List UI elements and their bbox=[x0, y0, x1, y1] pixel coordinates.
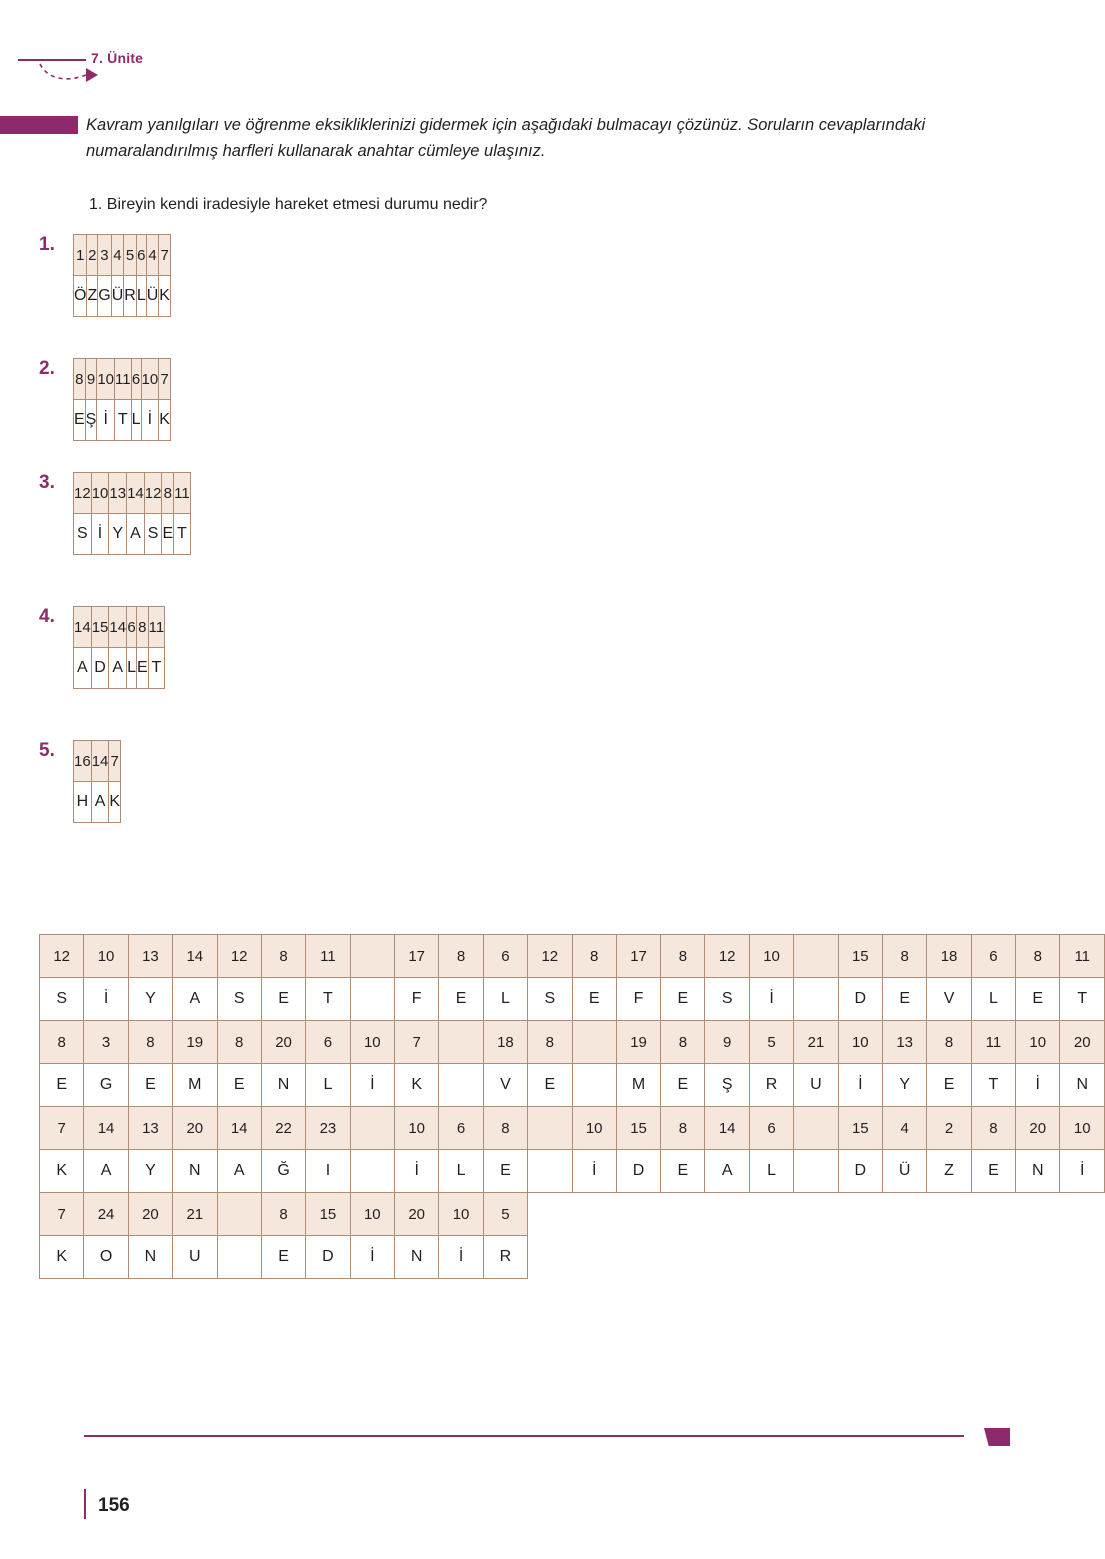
key-letter-cell: E bbox=[1016, 978, 1060, 1021]
key-letter-cell: İ bbox=[350, 1236, 394, 1279]
key-number-row bbox=[40, 1193, 1105, 1236]
key-letter-cell: Ü bbox=[882, 1150, 926, 1193]
number-cell: 12 bbox=[144, 473, 162, 514]
number-cell: 15 bbox=[91, 607, 109, 648]
key-number-cell: 12 bbox=[217, 935, 261, 978]
key-letter-cell: İ bbox=[749, 978, 793, 1021]
key-gap-cell bbox=[439, 1021, 483, 1064]
swoosh-decoration bbox=[38, 62, 108, 86]
letter-cell: A bbox=[91, 782, 109, 823]
key-letter-cell: N bbox=[128, 1236, 172, 1279]
number-cell: 13 bbox=[109, 473, 127, 514]
key-letter-cell: İ bbox=[350, 1064, 394, 1107]
key-number-cell: 20 bbox=[1016, 1107, 1060, 1150]
key-number-cell: 10 bbox=[1016, 1021, 1060, 1064]
key-letter-cell: K bbox=[40, 1236, 84, 1279]
number-cell: 11 bbox=[174, 473, 191, 514]
key-letter-cell: E bbox=[439, 978, 483, 1021]
key-number-cell: 8 bbox=[261, 1193, 305, 1236]
key-letter-cell: İ bbox=[838, 1064, 882, 1107]
key-letter-cell: R bbox=[483, 1236, 527, 1279]
answer-grid bbox=[73, 606, 165, 689]
key-gap-cell bbox=[794, 935, 838, 978]
key-number-cell: 14 bbox=[217, 1107, 261, 1150]
key-number-cell: 13 bbox=[128, 935, 172, 978]
key-letter-row bbox=[40, 1064, 1105, 1107]
letter-cell: S bbox=[74, 514, 92, 555]
letter-cell: İ bbox=[91, 514, 109, 555]
key-number-cell: 8 bbox=[661, 1107, 705, 1150]
key-number-cell: 8 bbox=[439, 935, 483, 978]
key-letter-cell: K bbox=[395, 1064, 439, 1107]
letter-cell: K bbox=[159, 276, 171, 317]
key-letter-row bbox=[40, 1236, 1105, 1279]
key-number-cell: 20 bbox=[173, 1107, 217, 1150]
key-gap-cell bbox=[528, 1107, 572, 1150]
key-number-cell: 8 bbox=[261, 935, 305, 978]
key-number-cell: 8 bbox=[927, 1021, 971, 1064]
key-letter-cell: İ bbox=[1060, 1150, 1105, 1193]
key-number-cell: 6 bbox=[306, 1021, 350, 1064]
key-letter-cell: E bbox=[927, 1064, 971, 1107]
key-number-cell: 10 bbox=[350, 1193, 394, 1236]
key-letter-cell: E bbox=[40, 1064, 84, 1107]
number-cell: 4 bbox=[111, 235, 124, 276]
footer-rule bbox=[84, 1435, 964, 1437]
number-cell: 10 bbox=[97, 359, 115, 400]
key-letter-cell: M bbox=[616, 1064, 660, 1107]
key-number-cell: 18 bbox=[927, 935, 971, 978]
number-cell: 16 bbox=[74, 741, 92, 782]
letter-cell: R bbox=[124, 276, 137, 317]
key-number-cell: 4 bbox=[882, 1107, 926, 1150]
key-gap-cell bbox=[350, 935, 394, 978]
key-number-cell: 10 bbox=[838, 1021, 882, 1064]
key-letter-cell: E bbox=[528, 1064, 572, 1107]
key-number-cell: 18 bbox=[483, 1021, 527, 1064]
number-cell: 9 bbox=[85, 359, 97, 400]
number-cell: 6 bbox=[136, 235, 146, 276]
letter-cell: L bbox=[136, 276, 146, 317]
answer-number: 2. bbox=[39, 358, 55, 379]
key-number-cell: 8 bbox=[128, 1021, 172, 1064]
answer-letter-row bbox=[74, 400, 171, 441]
key-number-cell: 8 bbox=[661, 935, 705, 978]
key-letter-cell: K bbox=[40, 1150, 84, 1193]
key-number-cell: 15 bbox=[306, 1193, 350, 1236]
key-number-cell: 10 bbox=[395, 1107, 439, 1150]
key-number-cell: 12 bbox=[528, 935, 572, 978]
key-sentence-grid bbox=[39, 934, 1105, 1279]
letter-cell: E bbox=[136, 648, 148, 689]
key-number-cell: 15 bbox=[616, 1107, 660, 1150]
answer-letter-row bbox=[74, 648, 165, 689]
key-number-cell: 7 bbox=[40, 1107, 84, 1150]
number-cell: 1 bbox=[74, 235, 87, 276]
answer-letter-row bbox=[74, 782, 121, 823]
key-letter-cell: T bbox=[306, 978, 350, 1021]
key-letter-cell: G bbox=[84, 1064, 128, 1107]
number-cell: 6 bbox=[127, 607, 137, 648]
key-number-cell: 6 bbox=[439, 1107, 483, 1150]
key-letter-cell: E bbox=[661, 1064, 705, 1107]
letter-cell: İ bbox=[141, 400, 159, 441]
key-letter-cell: İ bbox=[84, 978, 128, 1021]
answer-grid bbox=[73, 358, 171, 441]
letter-cell: L bbox=[131, 400, 141, 441]
key-letter-cell: A bbox=[217, 1150, 261, 1193]
letter-cell: D bbox=[91, 648, 109, 689]
key-letter-cell: F bbox=[616, 978, 660, 1021]
letter-cell: S bbox=[144, 514, 162, 555]
answer-number-row bbox=[74, 359, 171, 400]
key-gap-cell bbox=[572, 1064, 616, 1107]
key-letter-cell: D bbox=[616, 1150, 660, 1193]
key-letter-cell: E bbox=[217, 1064, 261, 1107]
key-number-cell: 12 bbox=[40, 935, 84, 978]
answer-grid bbox=[73, 740, 121, 823]
key-number-cell: 19 bbox=[173, 1021, 217, 1064]
answer-letter-row bbox=[74, 276, 171, 317]
key-letter-cell: L bbox=[749, 1150, 793, 1193]
answer-number: 4. bbox=[39, 606, 55, 627]
unit-label: 7. Ünite bbox=[91, 50, 144, 66]
answer-number-row bbox=[74, 741, 121, 782]
key-number-cell: 2 bbox=[927, 1107, 971, 1150]
key-letter-cell: D bbox=[838, 978, 882, 1021]
key-gap-cell bbox=[794, 978, 838, 1021]
question-text: 1. Bireyin kendi iradesiyle hareket etmesi durumu nedir? bbox=[89, 196, 488, 213]
key-letter-cell: İ bbox=[395, 1150, 439, 1193]
key-gap-cell bbox=[439, 1064, 483, 1107]
page-number-bar bbox=[84, 1489, 86, 1519]
unit-header bbox=[18, 46, 318, 86]
key-letter-cell: I bbox=[306, 1150, 350, 1193]
answer-number-row bbox=[74, 607, 165, 648]
key-letter-cell: N bbox=[1060, 1064, 1105, 1107]
letter-cell: K bbox=[109, 782, 121, 823]
intro-text: Kavram yanılgıları ve öğrenme eksikliklerinizi gidermek için aşağıdaki bulmacayı çözünüz. Soruların cevaplarındaki numaralandırılmış harfleri kullanarak anahtar cümleye ulaşınız. bbox=[86, 116, 926, 160]
number-cell: 11 bbox=[148, 607, 165, 648]
key-number-cell: 14 bbox=[173, 935, 217, 978]
letter-cell: Ü bbox=[111, 276, 124, 317]
key-number-cell: 9 bbox=[705, 1021, 749, 1064]
key-gap-cell bbox=[794, 1150, 838, 1193]
number-cell: 7 bbox=[109, 741, 121, 782]
key-number-cell: 8 bbox=[217, 1021, 261, 1064]
key-number-cell: 6 bbox=[749, 1107, 793, 1150]
key-letter-cell: U bbox=[173, 1236, 217, 1279]
key-number-cell: 8 bbox=[661, 1021, 705, 1064]
key-number-cell: 7 bbox=[395, 1021, 439, 1064]
answer-number: 1. bbox=[39, 234, 55, 255]
answer-number-row bbox=[74, 473, 191, 514]
key-number-cell: 6 bbox=[483, 935, 527, 978]
letter-cell: Z bbox=[87, 276, 98, 317]
key-letter-cell: E bbox=[128, 1064, 172, 1107]
number-cell: 8 bbox=[74, 359, 86, 400]
key-number-cell: 12 bbox=[705, 935, 749, 978]
key-letter-cell: U bbox=[794, 1064, 838, 1107]
key-letter-cell: V bbox=[927, 978, 971, 1021]
number-cell: 14 bbox=[91, 741, 109, 782]
key-letter-cell: D bbox=[838, 1150, 882, 1193]
key-letter-cell: Y bbox=[882, 1064, 926, 1107]
number-cell: 10 bbox=[91, 473, 109, 514]
key-letter-row bbox=[40, 1150, 1105, 1193]
key-number-cell: 14 bbox=[84, 1107, 128, 1150]
key-number-cell: 20 bbox=[128, 1193, 172, 1236]
letter-cell: G bbox=[98, 276, 111, 317]
key-letter-cell: A bbox=[173, 978, 217, 1021]
key-number-cell: 10 bbox=[84, 935, 128, 978]
answer-letter-row bbox=[74, 514, 191, 555]
key-letter-cell: L bbox=[483, 978, 527, 1021]
key-letter-cell: Ş bbox=[705, 1064, 749, 1107]
key-letter-cell: İ bbox=[1016, 1064, 1060, 1107]
number-cell: 7 bbox=[159, 235, 171, 276]
page-number: 156 bbox=[98, 1495, 130, 1516]
letter-cell: E bbox=[162, 514, 174, 555]
unit-rule bbox=[18, 59, 86, 61]
key-letter-cell: N bbox=[261, 1064, 305, 1107]
key-number-cell: 20 bbox=[395, 1193, 439, 1236]
footer-accent-mark bbox=[984, 1428, 1010, 1446]
key-letter-cell: A bbox=[84, 1150, 128, 1193]
key-number-cell: 8 bbox=[882, 935, 926, 978]
key-number-row bbox=[40, 1107, 1105, 1150]
key-number-cell: 10 bbox=[572, 1107, 616, 1150]
key-letter-cell: E bbox=[261, 978, 305, 1021]
intro-accent-bar bbox=[0, 116, 78, 134]
number-cell: 14 bbox=[127, 473, 145, 514]
key-number-cell: 13 bbox=[882, 1021, 926, 1064]
letter-cell: K bbox=[159, 400, 171, 441]
key-number-cell: 8 bbox=[528, 1021, 572, 1064]
key-number-cell: 21 bbox=[173, 1193, 217, 1236]
key-number-cell: 22 bbox=[261, 1107, 305, 1150]
key-letter-cell: E bbox=[261, 1236, 305, 1279]
key-number-cell: 23 bbox=[306, 1107, 350, 1150]
key-number-cell: 21 bbox=[794, 1021, 838, 1064]
key-number-cell: 6 bbox=[971, 935, 1015, 978]
key-letter-cell: N bbox=[395, 1236, 439, 1279]
number-cell: 8 bbox=[162, 473, 174, 514]
key-number-cell: 5 bbox=[749, 1021, 793, 1064]
key-letter-cell: E bbox=[572, 978, 616, 1021]
key-number-cell: 10 bbox=[1060, 1107, 1105, 1150]
key-number-cell: 8 bbox=[1016, 935, 1060, 978]
key-letter-cell: F bbox=[395, 978, 439, 1021]
key-letter-cell: L bbox=[439, 1150, 483, 1193]
answer-number: 5. bbox=[39, 740, 55, 761]
key-number-cell: 11 bbox=[971, 1021, 1015, 1064]
key-number-row bbox=[40, 935, 1105, 978]
letter-cell: H bbox=[74, 782, 92, 823]
letter-cell: Y bbox=[109, 514, 127, 555]
key-letter-cell: S bbox=[528, 978, 572, 1021]
key-number-cell: 14 bbox=[705, 1107, 749, 1150]
number-cell: 7 bbox=[159, 359, 171, 400]
key-letter-cell: E bbox=[971, 1150, 1015, 1193]
key-gap-cell bbox=[528, 1150, 572, 1193]
letter-cell: T bbox=[115, 400, 132, 441]
key-letter-cell: A bbox=[705, 1150, 749, 1193]
key-number-cell: 15 bbox=[838, 1107, 882, 1150]
key-letter-cell: E bbox=[661, 1150, 705, 1193]
key-letter-cell: E bbox=[661, 978, 705, 1021]
key-number-cell: 20 bbox=[261, 1021, 305, 1064]
key-gap-cell bbox=[572, 1021, 616, 1064]
key-letter-cell: S bbox=[705, 978, 749, 1021]
answer-number-row bbox=[74, 235, 171, 276]
letter-cell: E bbox=[74, 400, 86, 441]
key-letter-cell: O bbox=[84, 1236, 128, 1279]
key-number-cell: 11 bbox=[306, 935, 350, 978]
key-number-cell: 10 bbox=[749, 935, 793, 978]
key-letter-cell: E bbox=[882, 978, 926, 1021]
key-number-cell: 19 bbox=[616, 1021, 660, 1064]
key-number-cell: 20 bbox=[1060, 1021, 1105, 1064]
key-number-cell: 17 bbox=[395, 935, 439, 978]
key-number-cell: 7 bbox=[40, 1193, 84, 1236]
key-gap-cell bbox=[350, 1107, 394, 1150]
key-letter-cell: N bbox=[173, 1150, 217, 1193]
answer-number: 3. bbox=[39, 472, 55, 493]
number-cell: 14 bbox=[109, 607, 127, 648]
key-letter-cell: S bbox=[40, 978, 84, 1021]
key-gap-cell bbox=[794, 1107, 838, 1150]
key-letter-cell: D bbox=[306, 1236, 350, 1279]
number-cell: 10 bbox=[141, 359, 159, 400]
letter-cell: T bbox=[174, 514, 191, 555]
number-cell: 12 bbox=[74, 473, 92, 514]
key-number-cell: 8 bbox=[483, 1107, 527, 1150]
key-number-cell: 10 bbox=[350, 1021, 394, 1064]
key-letter-cell: Y bbox=[128, 978, 172, 1021]
key-letter-cell: S bbox=[217, 978, 261, 1021]
key-letter-cell: V bbox=[483, 1064, 527, 1107]
letter-cell: L bbox=[127, 648, 137, 689]
key-letter-row bbox=[40, 978, 1105, 1021]
letter-cell: T bbox=[148, 648, 165, 689]
key-letter-cell: L bbox=[971, 978, 1015, 1021]
key-letter-cell: T bbox=[971, 1064, 1015, 1107]
key-letter-cell: T bbox=[1060, 978, 1105, 1021]
key-gap-cell bbox=[217, 1236, 261, 1279]
answer-grid bbox=[73, 472, 191, 555]
number-cell: 2 bbox=[87, 235, 98, 276]
key-letter-cell: Ğ bbox=[261, 1150, 305, 1193]
letter-cell: Ş bbox=[85, 400, 97, 441]
key-number-cell: 13 bbox=[128, 1107, 172, 1150]
letter-cell: İ bbox=[97, 400, 115, 441]
letter-cell: Ü bbox=[146, 276, 159, 317]
key-letter-cell: L bbox=[306, 1064, 350, 1107]
key-number-cell: 8 bbox=[40, 1021, 84, 1064]
key-gap-cell bbox=[350, 1150, 394, 1193]
key-letter-cell: N bbox=[1016, 1150, 1060, 1193]
number-cell: 4 bbox=[146, 235, 159, 276]
key-letter-cell: Z bbox=[927, 1150, 971, 1193]
key-number-cell: 5 bbox=[483, 1193, 527, 1236]
key-gap-cell bbox=[350, 978, 394, 1021]
key-number-cell: 11 bbox=[1060, 935, 1105, 978]
key-number-cell: 15 bbox=[838, 935, 882, 978]
number-cell: 5 bbox=[124, 235, 137, 276]
letter-cell: A bbox=[109, 648, 127, 689]
answer-grid bbox=[73, 234, 171, 317]
key-letter-cell: İ bbox=[572, 1150, 616, 1193]
key-letter-cell: Y bbox=[128, 1150, 172, 1193]
letter-cell: A bbox=[127, 514, 145, 555]
key-number-cell: 10 bbox=[439, 1193, 483, 1236]
key-letter-cell: M bbox=[173, 1064, 217, 1107]
key-number-cell: 3 bbox=[84, 1021, 128, 1064]
key-letter-cell: E bbox=[483, 1150, 527, 1193]
letter-cell: A bbox=[74, 648, 92, 689]
letter-cell: Ö bbox=[74, 276, 87, 317]
key-letter-cell: İ bbox=[439, 1236, 483, 1279]
number-cell: 6 bbox=[131, 359, 141, 400]
key-number-cell: 17 bbox=[616, 935, 660, 978]
key-letter-cell: R bbox=[749, 1064, 793, 1107]
number-cell: 8 bbox=[136, 607, 148, 648]
key-number-row bbox=[40, 1021, 1105, 1064]
key-gap-cell bbox=[217, 1193, 261, 1236]
number-cell: 14 bbox=[74, 607, 92, 648]
number-cell: 11 bbox=[115, 359, 132, 400]
key-number-cell: 8 bbox=[971, 1107, 1015, 1150]
number-cell: 3 bbox=[98, 235, 111, 276]
key-number-cell: 8 bbox=[572, 935, 616, 978]
key-number-cell: 24 bbox=[84, 1193, 128, 1236]
